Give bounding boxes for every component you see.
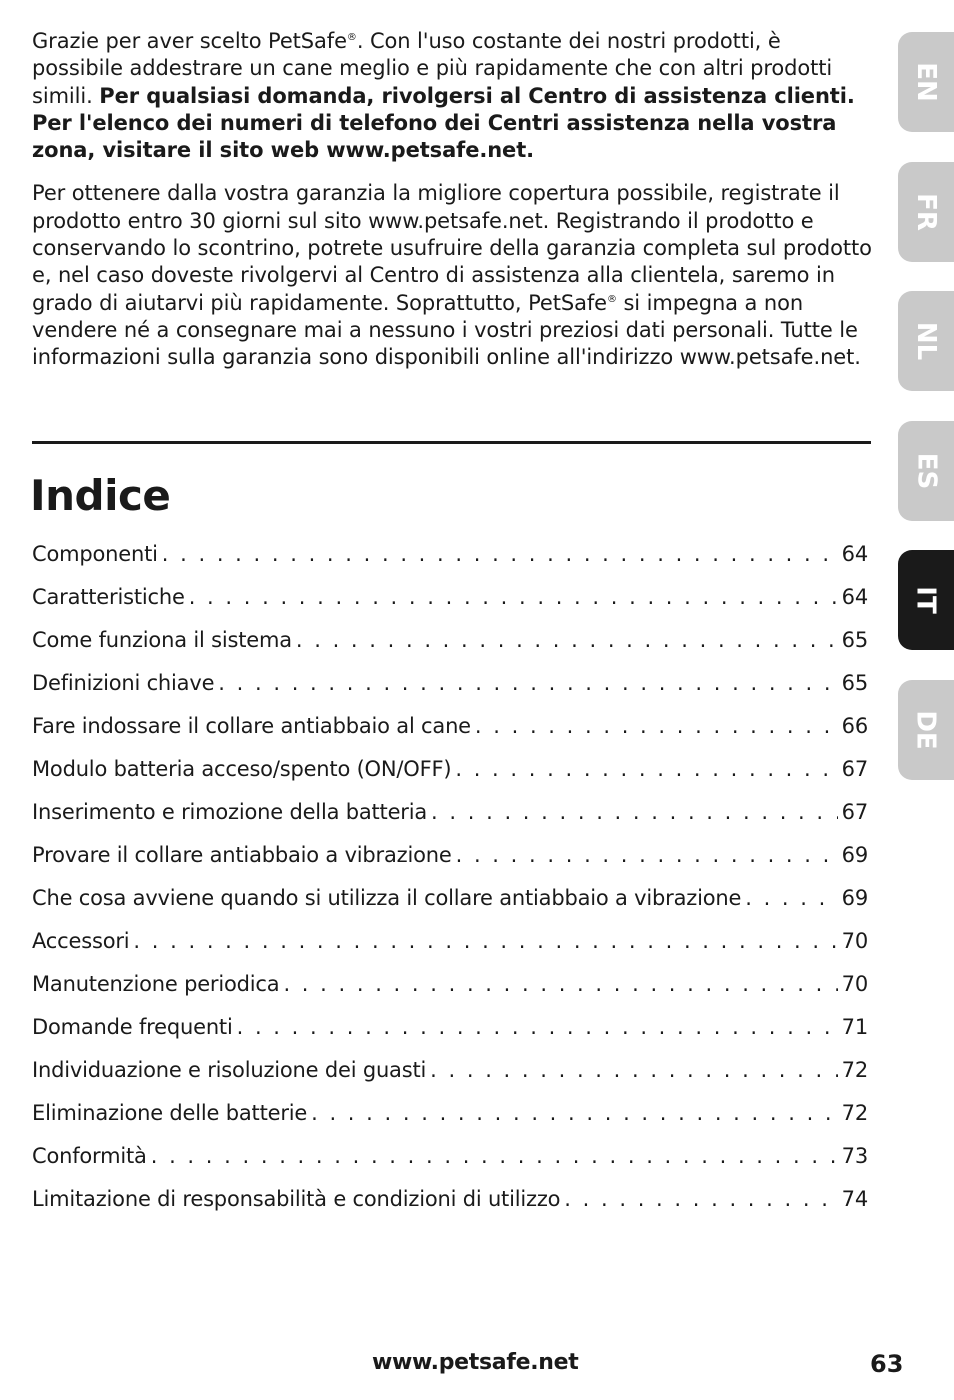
toc-entry-title: Inserimento e rimozione della batteria <box>32 799 428 824</box>
toc-entry[interactable] <box>32 1134 868 1177</box>
toc-entry-title: Che cosa avviene quando si utilizza il collare antiabbaio a vibrazione <box>32 885 742 910</box>
toc-entry[interactable] <box>32 790 868 833</box>
toc-leader-dots <box>475 714 838 738</box>
toc-entry-title: Manutenzione periodica <box>32 971 280 996</box>
tab-es-label: ES <box>911 452 941 489</box>
toc-entry-page: 73 <box>841 1143 868 1168</box>
toc-entry-title: Fare indossare il collare antiabbaio al cane <box>32 713 471 738</box>
toc-leader-dots <box>162 542 838 566</box>
tab-es[interactable] <box>898 421 954 521</box>
toc-entry-page: 64 <box>841 541 868 566</box>
tab-nl[interactable] <box>898 291 954 391</box>
toc-entry-page: 69 <box>841 885 868 910</box>
toc-leader-dots <box>431 800 838 824</box>
toc-entry-title: Caratteristiche <box>32 584 185 609</box>
toc-entry-page: 72 <box>841 1057 868 1082</box>
toc-entry[interactable] <box>32 1177 868 1220</box>
toc-entry-page: 70 <box>841 971 868 996</box>
toc-entry-title: Individuazione e risoluzione dei guasti <box>32 1057 427 1082</box>
toc-entry-title: Conformità <box>32 1143 147 1168</box>
toc-leader-dots <box>237 1015 838 1039</box>
toc-entry-title: Provare il collare antiabbaio a vibrazione <box>32 842 452 867</box>
toc-entry[interactable] <box>32 532 868 575</box>
tab-it-label: IT <box>910 586 941 614</box>
footer-page-number: 63 <box>870 1350 904 1378</box>
toc-entry[interactable] <box>32 661 868 704</box>
toc-leader-dots <box>564 1187 837 1211</box>
intro-p1-start: Grazie per aver scelto PetSafe <box>32 29 347 53</box>
toc-entry-page: 71 <box>841 1014 868 1039</box>
tab-fr-label: FR <box>911 192 941 231</box>
intro-text <box>32 28 874 388</box>
toc-entry-page: 65 <box>841 627 868 652</box>
toc-leader-dots <box>296 628 838 652</box>
toc-entry-title: Eliminazione delle batterie <box>32 1100 308 1125</box>
tab-it[interactable] <box>898 550 954 650</box>
toc-entry-title: Accessori <box>32 928 130 953</box>
tab-en-label: EN <box>911 62 941 102</box>
intro-p1-middle: . Con l'uso costante dei nostri prodotti, è possibile addestrare un cane meglio e più rapidamente che con altri prodotti simili. <box>32 29 833 108</box>
toc-entry-page: 72 <box>841 1100 868 1125</box>
toc-entry[interactable] <box>32 618 868 661</box>
toc-leader-dots <box>218 671 837 695</box>
toc-entry[interactable] <box>32 876 868 919</box>
page-title: Indice <box>30 471 171 520</box>
toc-leader-dots <box>283 972 837 996</box>
tab-en[interactable] <box>898 32 954 132</box>
tab-nl-label: NL <box>910 321 941 361</box>
toc-entry-title: Componenti <box>32 541 158 566</box>
toc-entry-page: 69 <box>841 842 868 867</box>
toc-leader-dots <box>189 585 838 609</box>
toc-entry-title: Definizioni chiave <box>32 670 215 695</box>
toc-entry[interactable] <box>32 747 868 790</box>
toc-entry-page: 74 <box>841 1186 868 1211</box>
toc-entry-page: 67 <box>841 799 868 824</box>
toc-entry[interactable] <box>32 1005 868 1048</box>
toc-entry[interactable] <box>32 704 868 747</box>
registered-mark-2: ® <box>606 293 617 305</box>
intro-p1-bold: Per qualsiasi domanda, rivolgersi al Centro di assistenza clienti. Per l'elenco dei numeri di telefono dei Centri assistenza nella vostra zona, visitare il sito web www.petsafe.net. <box>32 83 855 163</box>
footer-website[interactable]: www.petsafe.net <box>372 1350 579 1375</box>
toc-entry-page: 64 <box>841 584 868 609</box>
toc-entry[interactable] <box>32 1091 868 1134</box>
language-tabs <box>898 32 954 809</box>
toc-entry[interactable] <box>32 575 868 618</box>
intro-p2-end: si impegna a non vendere né a consegnare mai a nessuno i vostri preziosi dati personali. Tutte le informazioni sulla garanzia sono disponibili online all'indirizzo www.petsafe.net. <box>32 290 861 370</box>
intro-p2-start: Per ottenere dalla vostra garanzia la migliore copertura possibile, registrate il prodotto entro 30 giorni sul sito www.petsafe.net. Registrando il prodotto e conservando lo scontrino, potrete usufruire della garanzia completa sul prodotto e, nel caso doveste rivolgervi al Centro di assistenza alla clientela, saremo in grado di aiutarvi più rapidamente. Soprattutto, PetSafe <box>32 181 872 315</box>
toc-entry-title: Limitazione di responsabilità e condizioni di utilizzo <box>32 1186 561 1211</box>
toc-entry[interactable] <box>32 1048 868 1091</box>
toc-entry-page: 67 <box>841 756 868 781</box>
toc-leader-dots <box>455 757 837 781</box>
toc-entry[interactable] <box>32 833 868 876</box>
toc-entry-page: 66 <box>841 713 868 738</box>
toc-leader-dots <box>133 929 837 953</box>
toc-leader-dots <box>430 1058 838 1082</box>
toc-entry[interactable] <box>32 962 868 1005</box>
tab-fr[interactable] <box>898 162 954 262</box>
toc-leader-dots <box>456 843 838 867</box>
toc-leader-dots <box>745 886 837 910</box>
registered-mark: ® <box>346 32 357 43</box>
toc-entry-title: Domande frequenti <box>32 1014 233 1039</box>
toc-entry-title: Modulo batteria acceso/spento (ON/OFF) <box>32 756 452 781</box>
tab-de-label: DE <box>911 709 941 750</box>
toc-entry-page: 70 <box>841 928 868 953</box>
toc-leader-dots <box>151 1144 838 1168</box>
section-divider <box>32 441 871 444</box>
tab-de[interactable] <box>898 680 954 780</box>
intro-paragraph-2 <box>32 180 874 371</box>
table-of-contents <box>32 532 868 1220</box>
toc-leader-dots <box>311 1101 838 1125</box>
toc-entry-page: 65 <box>841 670 868 695</box>
toc-entry[interactable] <box>32 919 868 962</box>
intro-paragraph-1 <box>32 28 874 164</box>
toc-entry-title: Come funziona il sistema <box>32 627 292 652</box>
